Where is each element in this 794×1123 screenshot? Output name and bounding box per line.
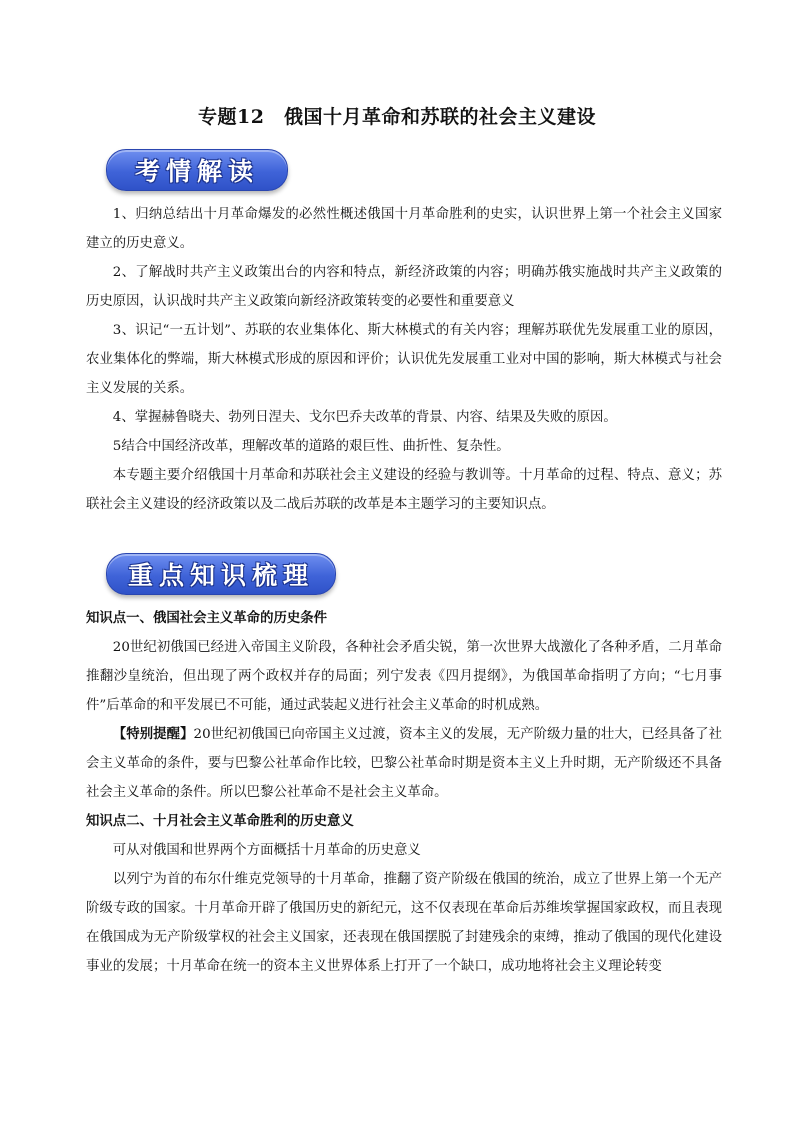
knowledge-point-2-heading: 知识点二、十月社会主义革命胜利的历史意义 bbox=[86, 813, 354, 829]
special-tip-label: 【特别提醒】 bbox=[112, 726, 194, 742]
knowledge-point-1-heading: 知识点一、俄国社会主义革命的历史条件 bbox=[86, 610, 328, 626]
special-tip-paragraph bbox=[86, 720, 722, 807]
exam-analysis-section bbox=[86, 200, 722, 519]
objective-paragraph-1: 1、归纳总结出十月革命爆发的必然性概述俄国十月革命胜利的史实，认识世界上第一个社会主义国家建立的历史意义。 bbox=[86, 207, 722, 251]
knowledge-point-2-intro: 可从对俄国和世界两个方面概括十月革命的历史意义 bbox=[112, 843, 421, 858]
objective-paragraph-2: 2、了解战时共产主义政策出台的内容和特点，新经济政策的内容；明确苏俄实施战时共产主义政策的历史原因，认识战时共产主义政策向新经济政策转变的必要性和重要意义 bbox=[86, 265, 722, 309]
knowledge-point-2-paragraph: 以列宁为首的布尔什维克党领导的十月革命，推翻了资产阶级在俄国的统治，成立了世界上第一个无产阶级专政的国家。十月革命开辟了俄国历史的新纪元，这不仅表现在革命后苏维埃掌握国家政权，而且表现在俄国成为无产阶级掌权的社会主义国家，还表现在俄国摆脱了封建残余的束缚，推动了俄国的现代化建设事业的发展；十月革命在统一的资本主义世界体系上打开了一个缺口，成功地将社会主义理论转变 bbox=[86, 872, 722, 974]
objective-paragraph-5: 5结合中国经济改革，理解改革的道路的艰巨性、曲折性、复杂性。 bbox=[112, 439, 510, 454]
exam-analysis-banner: 考情解读 bbox=[106, 149, 288, 191]
key-knowledge-banner: 重点知识梳理 bbox=[106, 553, 336, 595]
document-title: 专题12 俄国十月革命和苏联的社会主义建设 bbox=[198, 106, 596, 128]
objective-paragraph-3: 3、识记“一五计划”、苏联的农业集体化、斯大林模式的有关内容；理解苏联优先发展重工业的原因，农业集体化的弊端，斯大林模式形成的原因和评价；认识优先发展重工业对中国的影响，斯大林模式与社会主义发展的关系。 bbox=[86, 323, 722, 396]
knowledge-point-1-paragraph: 20世纪初俄国已经进入帝国主义阶段，各种社会矛盾尖锐，第一次世界大战激化了各种矛盾，二月革命推翻沙皇统治，但出现了两个政权并存的局面；列宁发表《四月提纲》，为俄国革命指明了方向；“七月事件”后革命的和平发展已不可能，通过武装起义进行社会主义革命的时机成熟。 bbox=[86, 640, 722, 713]
objective-paragraph-4: 4、掌握赫鲁晓夫、勃列日涅夫、戈尔巴乔夫改革的背景、内容、结果及失败的原因。 bbox=[112, 410, 617, 425]
topic-summary-paragraph: 本专题主要介绍俄国十月革命和苏联社会主义建设的经验与教训等。十月革命的过程、特点、意义；苏联社会主义建设的经济政策以及二战后苏联的改革是本主题学习的主要知识点。 bbox=[86, 468, 722, 512]
key-knowledge-section bbox=[86, 604, 722, 981]
special-tip-text: 20世纪初俄国已向帝国主义过渡，资本主义的发展，无产阶级力量的壮大，已经具备了社会主义革命的条件，要与巴黎公社革命作比较，巴黎公社革命时期是资本主义上升时期，无产阶级还不具备社会主义革命的条件。所以巴黎公社革命不是社会主义革命。 bbox=[86, 727, 722, 800]
